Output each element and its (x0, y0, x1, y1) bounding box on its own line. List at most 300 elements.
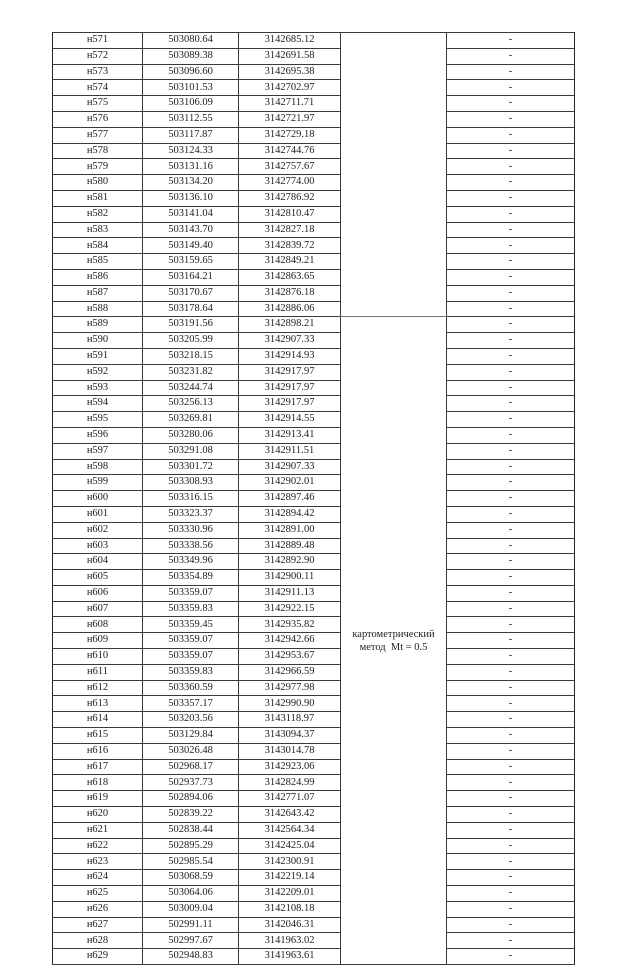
x-coordinate-cell: 503280.06 (143, 427, 239, 443)
point-id-cell: н574 (53, 80, 143, 96)
table-row (53, 380, 575, 396)
y-coordinate-cell: 3142907.33 (239, 459, 341, 475)
point-id-cell: н610 (53, 649, 143, 665)
accuracy-dash-cell: - (447, 48, 575, 64)
accuracy-dash-cell: - (447, 459, 575, 475)
y-coordinate-cell: 3142300.91 (239, 854, 341, 870)
accuracy-dash-cell: - (447, 728, 575, 744)
accuracy-dash-cell: - (447, 491, 575, 507)
accuracy-dash-cell: - (447, 175, 575, 191)
y-coordinate-cell: 3142691.58 (239, 48, 341, 64)
y-coordinate-cell: 3142892.90 (239, 554, 341, 570)
x-coordinate-cell: 503354.89 (143, 570, 239, 586)
point-id-cell: н627 (53, 917, 143, 933)
accuracy-dash-cell: - (447, 427, 575, 443)
x-coordinate-cell: 502985.54 (143, 854, 239, 870)
point-id-cell: н591 (53, 348, 143, 364)
point-id-cell: н614 (53, 712, 143, 728)
y-coordinate-cell: 3142953.67 (239, 649, 341, 665)
x-coordinate-cell: 503143.70 (143, 222, 239, 238)
table-row (53, 649, 575, 665)
x-coordinate-cell: 503349.96 (143, 554, 239, 570)
y-coordinate-cell: 3142911.51 (239, 443, 341, 459)
table-row (53, 854, 575, 870)
point-id-cell: н623 (53, 854, 143, 870)
point-id-cell: н572 (53, 48, 143, 64)
table-row (53, 775, 575, 791)
point-id-cell: н604 (53, 554, 143, 570)
point-id-cell: н620 (53, 807, 143, 823)
table-row (53, 396, 575, 412)
y-coordinate-cell: 3142702.97 (239, 80, 341, 96)
method-cell (341, 317, 447, 965)
accuracy-dash-cell: - (447, 822, 575, 838)
y-coordinate-cell: 3143014.78 (239, 743, 341, 759)
y-coordinate-cell: 3142839.72 (239, 238, 341, 254)
y-coordinate-cell: 3142917.97 (239, 380, 341, 396)
point-id-cell: н615 (53, 728, 143, 744)
point-id-cell: н600 (53, 491, 143, 507)
table-row (53, 791, 575, 807)
point-id-cell: н606 (53, 585, 143, 601)
accuracy-dash-cell: - (447, 443, 575, 459)
y-coordinate-cell: 3142889.48 (239, 538, 341, 554)
y-coordinate-cell: 3142643.42 (239, 807, 341, 823)
table-row (53, 159, 575, 175)
table-row (53, 696, 575, 712)
x-coordinate-cell: 503291.08 (143, 443, 239, 459)
coordinates-table-body (53, 33, 575, 965)
point-id-cell: н628 (53, 933, 143, 949)
x-coordinate-cell: 503089.38 (143, 48, 239, 64)
y-coordinate-cell: 3142810.47 (239, 206, 341, 222)
x-coordinate-cell: 503316.15 (143, 491, 239, 507)
x-coordinate-cell: 503357.17 (143, 696, 239, 712)
x-coordinate-cell: 503164.21 (143, 269, 239, 285)
x-coordinate-cell: 503064.06 (143, 886, 239, 902)
table-row (53, 269, 575, 285)
point-id-cell: н578 (53, 143, 143, 159)
accuracy-dash-cell: - (447, 775, 575, 791)
table-row (53, 459, 575, 475)
table-row (53, 475, 575, 491)
accuracy-dash-cell: - (447, 585, 575, 601)
accuracy-dash-cell: - (447, 664, 575, 680)
y-coordinate-cell: 3142786.92 (239, 190, 341, 206)
x-coordinate-cell: 503129.84 (143, 728, 239, 744)
point-id-cell: н584 (53, 238, 143, 254)
accuracy-dash-cell: - (447, 617, 575, 633)
table-row (53, 301, 575, 317)
y-coordinate-cell: 3142108.18 (239, 901, 341, 917)
table-row (53, 96, 575, 112)
point-id-cell: н603 (53, 538, 143, 554)
accuracy-dash-cell: - (447, 886, 575, 902)
point-id-cell: н608 (53, 617, 143, 633)
y-coordinate-cell: 3142219.14 (239, 870, 341, 886)
x-coordinate-cell: 503359.07 (143, 585, 239, 601)
point-id-cell: н583 (53, 222, 143, 238)
accuracy-dash-cell: - (447, 348, 575, 364)
y-coordinate-cell: 3142849.21 (239, 254, 341, 270)
y-coordinate-cell: 3142911.13 (239, 585, 341, 601)
accuracy-dash-cell: - (447, 159, 575, 175)
x-coordinate-cell: 502839.22 (143, 807, 239, 823)
table-row (53, 64, 575, 80)
point-id-cell: н619 (53, 791, 143, 807)
point-id-cell: н577 (53, 127, 143, 143)
x-coordinate-cell: 503256.13 (143, 396, 239, 412)
table-row (53, 917, 575, 933)
y-coordinate-cell: 3142900.11 (239, 570, 341, 586)
table-row (53, 317, 575, 333)
accuracy-dash-cell: - (447, 838, 575, 854)
x-coordinate-cell: 503231.82 (143, 364, 239, 380)
y-coordinate-cell: 3142891.00 (239, 522, 341, 538)
point-id-cell: н590 (53, 333, 143, 349)
y-coordinate-cell: 3142827.18 (239, 222, 341, 238)
accuracy-dash-cell: - (447, 506, 575, 522)
x-coordinate-cell: 502937.73 (143, 775, 239, 791)
accuracy-dash-cell: - (447, 80, 575, 96)
accuracy-dash-cell: - (447, 807, 575, 823)
table-row (53, 570, 575, 586)
x-coordinate-cell: 503330.96 (143, 522, 239, 538)
x-coordinate-cell: 503359.83 (143, 601, 239, 617)
point-id-cell: н624 (53, 870, 143, 886)
table-row (53, 80, 575, 96)
point-id-cell: н576 (53, 111, 143, 127)
point-id-cell: н582 (53, 206, 143, 222)
x-coordinate-cell: 503178.64 (143, 301, 239, 317)
point-id-cell: н599 (53, 475, 143, 491)
point-id-cell: н618 (53, 775, 143, 791)
table-row (53, 364, 575, 380)
accuracy-dash-cell: - (447, 127, 575, 143)
point-id-cell: н613 (53, 696, 143, 712)
coordinates-table (52, 32, 575, 965)
y-coordinate-cell: 3142876.18 (239, 285, 341, 301)
x-coordinate-cell: 503191.56 (143, 317, 239, 333)
table-row (53, 491, 575, 507)
y-coordinate-cell: 3142729.18 (239, 127, 341, 143)
accuracy-dash-cell: - (447, 538, 575, 554)
accuracy-dash-cell: - (447, 111, 575, 127)
x-coordinate-cell: 503359.45 (143, 617, 239, 633)
accuracy-dash-cell: - (447, 143, 575, 159)
point-id-cell: н595 (53, 412, 143, 428)
y-coordinate-cell: 3142209.01 (239, 886, 341, 902)
accuracy-dash-cell: - (447, 554, 575, 570)
x-coordinate-cell: 503203.56 (143, 712, 239, 728)
accuracy-dash-cell: - (447, 190, 575, 206)
point-id-cell: н609 (53, 633, 143, 649)
table-row (53, 728, 575, 744)
point-id-cell: н602 (53, 522, 143, 538)
x-coordinate-cell: 503131.16 (143, 159, 239, 175)
accuracy-dash-cell: - (447, 649, 575, 665)
table-row (53, 933, 575, 949)
point-id-cell: н575 (53, 96, 143, 112)
accuracy-dash-cell: - (447, 285, 575, 301)
y-coordinate-cell: 3142774.00 (239, 175, 341, 191)
table-row (53, 175, 575, 191)
y-coordinate-cell: 3142863.65 (239, 269, 341, 285)
table-row (53, 506, 575, 522)
accuracy-dash-cell: - (447, 522, 575, 538)
x-coordinate-cell: 503080.64 (143, 33, 239, 49)
accuracy-dash-cell: - (447, 412, 575, 428)
accuracy-dash-cell: - (447, 364, 575, 380)
point-id-cell: н601 (53, 506, 143, 522)
x-coordinate-cell: 502991.11 (143, 917, 239, 933)
y-coordinate-cell: 3142935.82 (239, 617, 341, 633)
accuracy-dash-cell: - (447, 901, 575, 917)
accuracy-dash-cell: - (447, 712, 575, 728)
x-coordinate-cell: 502838.44 (143, 822, 239, 838)
accuracy-dash-cell: - (447, 949, 575, 965)
point-id-cell: н587 (53, 285, 143, 301)
x-coordinate-cell: 503308.93 (143, 475, 239, 491)
y-coordinate-cell: 3142711.71 (239, 96, 341, 112)
point-id-cell: н617 (53, 759, 143, 775)
y-coordinate-cell: 3142771.07 (239, 791, 341, 807)
table-row (53, 427, 575, 443)
table-row (53, 238, 575, 254)
accuracy-dash-cell: - (447, 854, 575, 870)
point-id-cell: н594 (53, 396, 143, 412)
y-coordinate-cell: 3142897.46 (239, 491, 341, 507)
accuracy-dash-cell: - (447, 396, 575, 412)
accuracy-dash-cell: - (447, 333, 575, 349)
point-id-cell: н592 (53, 364, 143, 380)
table-row (53, 554, 575, 570)
y-coordinate-cell: 3142685.12 (239, 33, 341, 49)
y-coordinate-cell: 3142990.90 (239, 696, 341, 712)
y-coordinate-cell: 3142886.06 (239, 301, 341, 317)
y-coordinate-cell: 3142425.04 (239, 838, 341, 854)
accuracy-dash-cell: - (447, 301, 575, 317)
point-id-cell: н571 (53, 33, 143, 49)
y-coordinate-cell: 3141963.61 (239, 949, 341, 965)
table-row (53, 901, 575, 917)
table-row (53, 743, 575, 759)
x-coordinate-cell: 503359.07 (143, 649, 239, 665)
y-coordinate-cell: 3142721.97 (239, 111, 341, 127)
table-row (53, 585, 575, 601)
table-row (53, 333, 575, 349)
accuracy-dash-cell: - (447, 870, 575, 886)
table-row (53, 254, 575, 270)
table-row (53, 33, 575, 49)
x-coordinate-cell: 503096.60 (143, 64, 239, 80)
point-id-cell: н612 (53, 680, 143, 696)
accuracy-dash-cell: - (447, 759, 575, 775)
table-row (53, 48, 575, 64)
x-coordinate-cell: 503068.59 (143, 870, 239, 886)
y-coordinate-cell: 3142902.01 (239, 475, 341, 491)
x-coordinate-cell: 503141.04 (143, 206, 239, 222)
table-row (53, 949, 575, 965)
point-id-cell: н596 (53, 427, 143, 443)
x-coordinate-cell: 503301.72 (143, 459, 239, 475)
accuracy-dash-cell: - (447, 238, 575, 254)
accuracy-dash-cell: - (447, 222, 575, 238)
y-coordinate-cell: 3141963.02 (239, 933, 341, 949)
x-coordinate-cell: 502895.29 (143, 838, 239, 854)
point-id-cell: н581 (53, 190, 143, 206)
x-coordinate-cell: 503149.40 (143, 238, 239, 254)
point-id-cell: н597 (53, 443, 143, 459)
accuracy-dash-cell: - (447, 317, 575, 333)
accuracy-dash-cell: - (447, 680, 575, 696)
table-row (53, 807, 575, 823)
table-row (53, 538, 575, 554)
table-row (53, 712, 575, 728)
x-coordinate-cell: 503026.48 (143, 743, 239, 759)
table-row (53, 222, 575, 238)
point-id-cell: н629 (53, 949, 143, 965)
x-coordinate-cell: 503106.09 (143, 96, 239, 112)
point-id-cell: н621 (53, 822, 143, 838)
x-coordinate-cell: 502894.06 (143, 791, 239, 807)
y-coordinate-cell: 3142894.42 (239, 506, 341, 522)
coordinates-page (52, 32, 574, 965)
x-coordinate-cell: 502948.83 (143, 949, 239, 965)
x-coordinate-cell: 503124.33 (143, 143, 239, 159)
y-coordinate-cell: 3142046.31 (239, 917, 341, 933)
table-row (53, 680, 575, 696)
method-text-line1: картометрический (352, 628, 435, 640)
y-coordinate-cell: 3142914.93 (239, 348, 341, 364)
x-coordinate-cell: 503359.07 (143, 633, 239, 649)
accuracy-dash-cell: - (447, 743, 575, 759)
y-coordinate-cell: 3142917.97 (239, 396, 341, 412)
table-row (53, 443, 575, 459)
accuracy-dash-cell: - (447, 475, 575, 491)
table-row (53, 143, 575, 159)
table-row (53, 111, 575, 127)
table-row (53, 348, 575, 364)
accuracy-dash-cell: - (447, 96, 575, 112)
y-coordinate-cell: 3142744.76 (239, 143, 341, 159)
y-coordinate-cell: 3142914.55 (239, 412, 341, 428)
point-id-cell: н586 (53, 269, 143, 285)
point-id-cell: н607 (53, 601, 143, 617)
table-row (53, 822, 575, 838)
y-coordinate-cell: 3142942.66 (239, 633, 341, 649)
table-row (53, 285, 575, 301)
y-coordinate-cell: 3143094.37 (239, 728, 341, 744)
y-coordinate-cell: 3142922.15 (239, 601, 341, 617)
y-coordinate-cell: 3142695.38 (239, 64, 341, 80)
table-row (53, 522, 575, 538)
accuracy-dash-cell: - (447, 64, 575, 80)
table-row (53, 870, 575, 886)
accuracy-dash-cell: - (447, 601, 575, 617)
accuracy-dash-cell: - (447, 696, 575, 712)
point-id-cell: н579 (53, 159, 143, 175)
table-row (53, 886, 575, 902)
point-id-cell: н605 (53, 570, 143, 586)
x-coordinate-cell: 503359.83 (143, 664, 239, 680)
point-id-cell: н616 (53, 743, 143, 759)
y-coordinate-cell: 3142913.41 (239, 427, 341, 443)
table-row (53, 127, 575, 143)
x-coordinate-cell: 503244.74 (143, 380, 239, 396)
y-coordinate-cell: 3142824.99 (239, 775, 341, 791)
x-coordinate-cell: 503159.65 (143, 254, 239, 270)
accuracy-dash-cell: - (447, 380, 575, 396)
x-coordinate-cell: 503009.04 (143, 901, 239, 917)
x-coordinate-cell: 503360.59 (143, 680, 239, 696)
x-coordinate-cell: 503170.67 (143, 285, 239, 301)
accuracy-dash-cell: - (447, 933, 575, 949)
x-coordinate-cell: 503205.99 (143, 333, 239, 349)
accuracy-dash-cell: - (447, 33, 575, 49)
table-row (53, 601, 575, 617)
table-row (53, 759, 575, 775)
point-id-cell: н626 (53, 901, 143, 917)
accuracy-dash-cell: - (447, 917, 575, 933)
x-coordinate-cell: 503323.37 (143, 506, 239, 522)
x-coordinate-cell: 503134.20 (143, 175, 239, 191)
y-coordinate-cell: 3142907.33 (239, 333, 341, 349)
point-id-cell: н622 (53, 838, 143, 854)
point-id-cell: н588 (53, 301, 143, 317)
y-coordinate-cell: 3142923.06 (239, 759, 341, 775)
table-row (53, 617, 575, 633)
y-coordinate-cell: 3142564.34 (239, 822, 341, 838)
point-id-cell: н573 (53, 64, 143, 80)
x-coordinate-cell: 503338.56 (143, 538, 239, 554)
y-coordinate-cell: 3143118.97 (239, 712, 341, 728)
table-row (53, 664, 575, 680)
x-coordinate-cell: 503101.53 (143, 80, 239, 96)
accuracy-dash-cell: - (447, 791, 575, 807)
accuracy-dash-cell: - (447, 254, 575, 270)
y-coordinate-cell: 3142898.21 (239, 317, 341, 333)
y-coordinate-cell: 3142977.98 (239, 680, 341, 696)
point-id-cell: н625 (53, 886, 143, 902)
accuracy-dash-cell: - (447, 570, 575, 586)
accuracy-dash-cell: - (447, 206, 575, 222)
table-row (53, 190, 575, 206)
point-id-cell: н593 (53, 380, 143, 396)
x-coordinate-cell: 502968.17 (143, 759, 239, 775)
method-text-line2: метод Mt = 0.5 (359, 641, 428, 653)
point-id-cell: н611 (53, 664, 143, 680)
x-coordinate-cell: 503218.15 (143, 348, 239, 364)
y-coordinate-cell: 3142917.97 (239, 364, 341, 380)
y-coordinate-cell: 3142966.59 (239, 664, 341, 680)
table-row (53, 838, 575, 854)
y-coordinate-cell: 3142757.67 (239, 159, 341, 175)
table-row (53, 633, 575, 649)
point-id-cell: н585 (53, 254, 143, 270)
accuracy-dash-cell: - (447, 269, 575, 285)
x-coordinate-cell: 503112.55 (143, 111, 239, 127)
x-coordinate-cell: 503117.87 (143, 127, 239, 143)
point-id-cell: н580 (53, 175, 143, 191)
table-row (53, 206, 575, 222)
x-coordinate-cell: 503269.81 (143, 412, 239, 428)
point-id-cell: н598 (53, 459, 143, 475)
x-coordinate-cell: 503136.10 (143, 190, 239, 206)
accuracy-dash-cell: - (447, 633, 575, 649)
point-id-cell: н589 (53, 317, 143, 333)
method-cell-upper (341, 33, 447, 317)
